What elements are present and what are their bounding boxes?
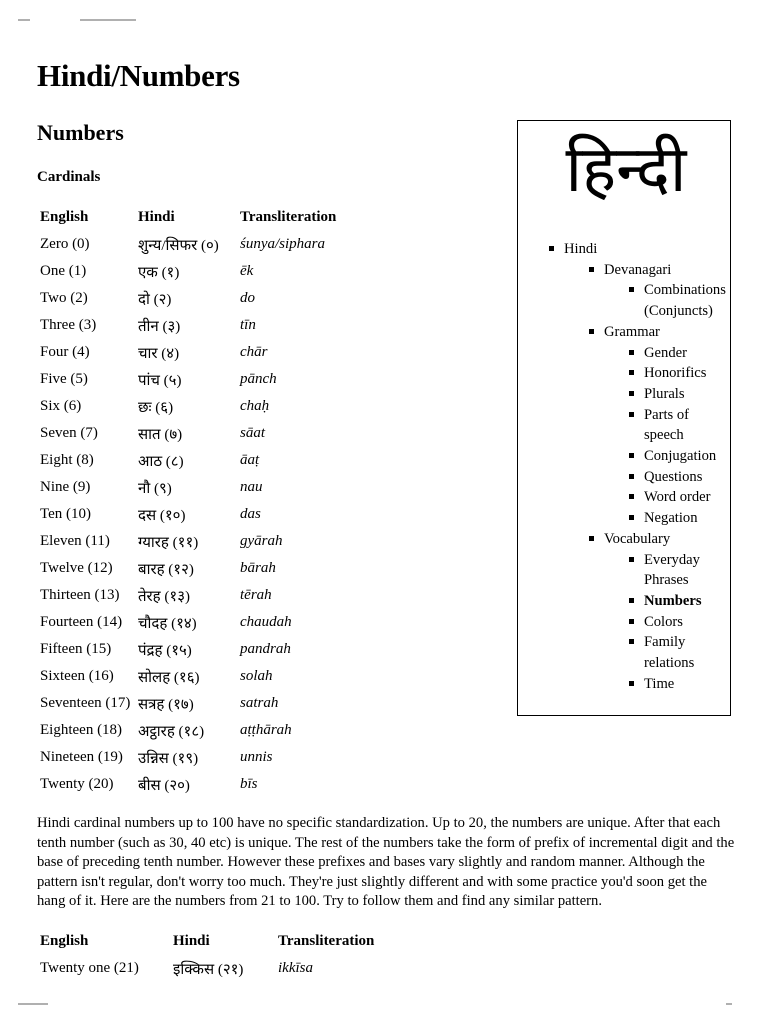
english-cell: Nine (9) (40, 479, 91, 495)
hindi-cell: अट्ठारह (१८) (138, 723, 205, 740)
list-bullet-icon (629, 557, 634, 562)
sidebar-item-label: Family (644, 634, 686, 651)
list-bullet-icon (629, 350, 634, 355)
table-row (37, 393, 357, 420)
sidebar-item-label: Questions (644, 468, 703, 485)
sidebar-item-relations-cont[interactable] (644, 653, 694, 674)
table-row (37, 366, 357, 393)
hindi-cell: तीन (३) (138, 318, 181, 335)
table-row (37, 420, 357, 447)
sidebar-item-label: Colors (644, 613, 683, 630)
table-header-row (37, 928, 395, 955)
table-row (37, 609, 357, 636)
header-center-text (80, 19, 136, 21)
sidebar-item-parts-of[interactable] (644, 405, 689, 426)
transliteration-cell: tīn (240, 317, 256, 333)
table-row (37, 501, 357, 528)
table-row (37, 771, 357, 798)
hindi-cell: नौ (९) (138, 480, 172, 497)
hindi-cell: एक (१) (138, 264, 180, 281)
hindi-logo-text: हिन्दी (565, 133, 687, 207)
transliteration-cell: śunya/siphara (240, 236, 326, 252)
table-body (37, 955, 395, 982)
transliteration-cell: aṭṭhārah (240, 722, 292, 738)
transliteration-cell: do (240, 290, 255, 306)
table-row (37, 528, 357, 555)
header-left-text (18, 19, 30, 21)
english-cell: Nineteen (19) (40, 749, 123, 765)
sidebar-item-vocabulary[interactable] (604, 529, 670, 550)
transliteration-cell: pandrah (240, 641, 291, 657)
sidebar-item-time[interactable] (644, 674, 674, 695)
sidebar-item-questions[interactable] (644, 467, 702, 488)
table-row (37, 663, 357, 690)
section-heading: Numbers (37, 120, 124, 145)
hindi-cell: चार (४) (138, 345, 180, 362)
list-bullet-icon (629, 412, 634, 417)
subheading-cardinals: Cardinals (37, 169, 101, 185)
table-row (37, 258, 357, 285)
sidebar-item-label: Phrases (644, 572, 689, 589)
sidebar-item-label: Conjugation (644, 448, 717, 464)
hindi-cell: छः (६) (138, 399, 174, 416)
transliteration-cell: ēk (240, 263, 254, 279)
sidebar-item-word-order[interactable] (644, 487, 711, 508)
transliteration-cell: solah (240, 668, 273, 684)
transliteration-cell: chaudah (240, 614, 292, 630)
sidebar-item-label: Vocabulary (604, 530, 671, 547)
english-cell: Eighteen (18) (40, 722, 123, 738)
intro-paragraph: Hindi cardinal numbers up to 100 have no specific standardization. Up to 20, the numbers are unique. After that each tenth number (such as 30, 40 etc) is unique. The rest of the numbers take the form of prefix of incremental digit and the base of preceding tenth number. However these prefixes and bases vary slightly and random manner. Although the pattern isn't regular, don't worry too much. They're just slightly different and with some practice you'd soon get the hang of it. Here are the numbers from 21 to 100. Try to follow them and find any similar pattern. (37, 815, 735, 910)
hindi-cell: आठ (८) (138, 453, 184, 470)
table-header-row (37, 204, 357, 231)
column-header-hindi: Hindi (173, 933, 210, 949)
transliteration-cell: chār (240, 344, 268, 360)
english-cell: Ten (10) (40, 506, 92, 522)
sidebar-item-phrases-cont[interactable] (644, 570, 689, 591)
transliteration-cell: tērah (240, 587, 272, 603)
sidebar-item-label: relations (644, 655, 695, 671)
list-bullet-icon (629, 453, 634, 458)
transliteration-cell: bārah (240, 560, 276, 576)
transliteration-cell: bīs (240, 776, 258, 792)
transliteration-cell: satrah (240, 695, 279, 711)
sidebar-item-devanagari[interactable] (604, 260, 671, 281)
english-cell: Thirteen (13) (40, 587, 120, 603)
hindi-cell: शुन्य/सिफर (०) (138, 237, 219, 254)
english-cell: Six (6) (40, 398, 82, 414)
sidebar-item-numbers (644, 591, 702, 612)
sidebar-item-label: Numbers (644, 592, 702, 609)
sidebar-item-label: Gender (644, 344, 687, 361)
sidebar-item-label: Combinations (644, 282, 726, 299)
english-cell: Five (5) (40, 371, 88, 387)
table-row (37, 690, 357, 717)
list-bullet-icon (629, 598, 634, 603)
english-cell: Two (2) (40, 290, 88, 306)
hindi-cell: सोलह (१६) (138, 669, 200, 686)
english-cell: Three (3) (40, 317, 97, 333)
table-row (37, 582, 357, 609)
transliteration-cell: pānch (240, 371, 277, 387)
english-cell: Zero (0) (40, 236, 90, 252)
table-row (37, 555, 357, 582)
sidebar-item-label: Grammar (604, 323, 660, 340)
hindi-cell: सत्रह (१७) (138, 696, 194, 713)
sidebar-item-honorifics[interactable] (644, 363, 706, 384)
hindi-cell: बारह (१२) (138, 561, 194, 578)
sidebar-item-speech-cont[interactable] (644, 425, 684, 446)
sidebar-item-combinations[interactable] (644, 280, 726, 301)
hindi-cell: तेरह (१३) (138, 588, 190, 605)
english-cell: Twelve (12) (40, 560, 113, 576)
sidebar-item-colors[interactable] (644, 612, 683, 633)
sidebar-item-label: Plurals (644, 385, 685, 402)
hindi-cell: चौदह (१४) (138, 615, 197, 632)
list-bullet-icon (589, 267, 594, 272)
hindi-navigation-sidebar (517, 120, 731, 716)
hindi-cell: उन्निस (१९) (138, 750, 199, 767)
english-cell: Seven (7) (40, 425, 98, 441)
footer-left-text (18, 1003, 48, 1005)
list-bullet-icon (629, 494, 634, 499)
column-header-hindi: Hindi (138, 209, 175, 225)
hindi-logo (546, 125, 706, 221)
transliteration-cell: āaṭ (240, 452, 260, 468)
list-bullet-icon (629, 515, 634, 520)
hindi-cell: दस (१०) (138, 507, 186, 524)
english-cell: Fifteen (15) (40, 641, 112, 657)
transliteration-cell: nau (240, 479, 263, 495)
english-cell: One (1) (40, 263, 87, 279)
transliteration-cell: gyārah (240, 533, 283, 549)
table-row (37, 312, 357, 339)
cardinals-table-21-100 (37, 928, 395, 982)
hindi-cell: सात (७) (138, 426, 183, 443)
transliteration-cell: ikkīsa (278, 960, 313, 976)
sidebar-item-label: speech (644, 427, 684, 444)
cardinals-table-1-20 (37, 204, 357, 798)
table-row (37, 744, 357, 771)
sidebar-item-conjugation[interactable] (644, 446, 716, 467)
footer-right-text (726, 1003, 732, 1005)
column-header-transliteration: Transliteration (278, 933, 375, 949)
sidebar-item-gender[interactable] (644, 343, 687, 364)
sidebar-item-label: Time (644, 675, 675, 692)
list-bullet-icon (589, 329, 594, 334)
list-bullet-icon (589, 536, 594, 541)
english-cell: Twenty one (21) (40, 960, 139, 976)
sidebar-item-label: (Conjuncts) (644, 303, 713, 320)
column-header-transliteration: Transliteration (240, 209, 337, 225)
list-bullet-icon (549, 246, 554, 251)
transliteration-cell: unnis (240, 749, 273, 765)
sidebar-item-hindi[interactable] (564, 239, 597, 260)
table-row (37, 231, 357, 258)
hindi-cell: पांच (५) (138, 372, 182, 389)
sidebar-item-family[interactable] (644, 632, 685, 653)
table-row (37, 285, 357, 312)
table-body (37, 231, 357, 798)
table-row (37, 447, 357, 474)
sidebar-item-label: Hindi (564, 241, 598, 257)
table-row (37, 474, 357, 501)
column-header-english: English (40, 209, 89, 225)
list-bullet-icon (629, 370, 634, 375)
hindi-cell: दो (२) (138, 291, 172, 308)
english-cell: Seventeen (17) (40, 695, 131, 711)
hindi-cell: इक्किस (२१) (173, 961, 244, 978)
list-bullet-icon (629, 474, 634, 479)
list-bullet-icon (629, 619, 634, 624)
table-row (37, 636, 357, 663)
english-cell: Twenty (20) (40, 776, 114, 792)
sidebar-item--cont[interactable] (644, 301, 713, 322)
list-bullet-icon (629, 391, 634, 396)
table-row (37, 955, 395, 982)
column-header-english: English (40, 933, 89, 949)
hindi-cell: बीस (२०) (138, 777, 190, 794)
sidebar-item-plurals[interactable] (644, 384, 685, 405)
sidebar-item-negation[interactable] (644, 508, 698, 529)
transliteration-cell: das (240, 506, 261, 522)
sidebar-item-label: Parts of (644, 406, 689, 423)
list-bullet-icon (629, 287, 634, 292)
english-cell: Eight (8) (40, 452, 94, 468)
table-row (37, 717, 357, 744)
list-bullet-icon (629, 639, 634, 644)
sidebar-item-label: Everyday (644, 551, 700, 568)
transliteration-cell: sāat (240, 425, 266, 441)
english-cell: Eleven (11) (40, 533, 110, 549)
hindi-cell: पंद्रह (१५) (138, 642, 192, 659)
sidebar-item-label: Honorifics (644, 365, 707, 382)
english-cell: Fourteen (14) (40, 614, 123, 630)
sidebar-item-label: Word order (644, 489, 711, 506)
hindi-cell: ग्यारह (११) (138, 534, 199, 551)
list-bullet-icon (629, 681, 634, 686)
english-cell: Sixteen (16) (40, 668, 114, 684)
table-row (37, 339, 357, 366)
sidebar-item-label: Devanagari (604, 261, 672, 278)
transliteration-cell: chaḥ (240, 398, 270, 414)
english-cell: Four (4) (40, 344, 90, 360)
sidebar-item-grammar[interactable] (604, 322, 660, 343)
sidebar-item-label: Negation (644, 510, 698, 527)
sidebar-item-everyday[interactable] (644, 550, 700, 571)
page-title: Hindi/Numbers (37, 58, 240, 93)
